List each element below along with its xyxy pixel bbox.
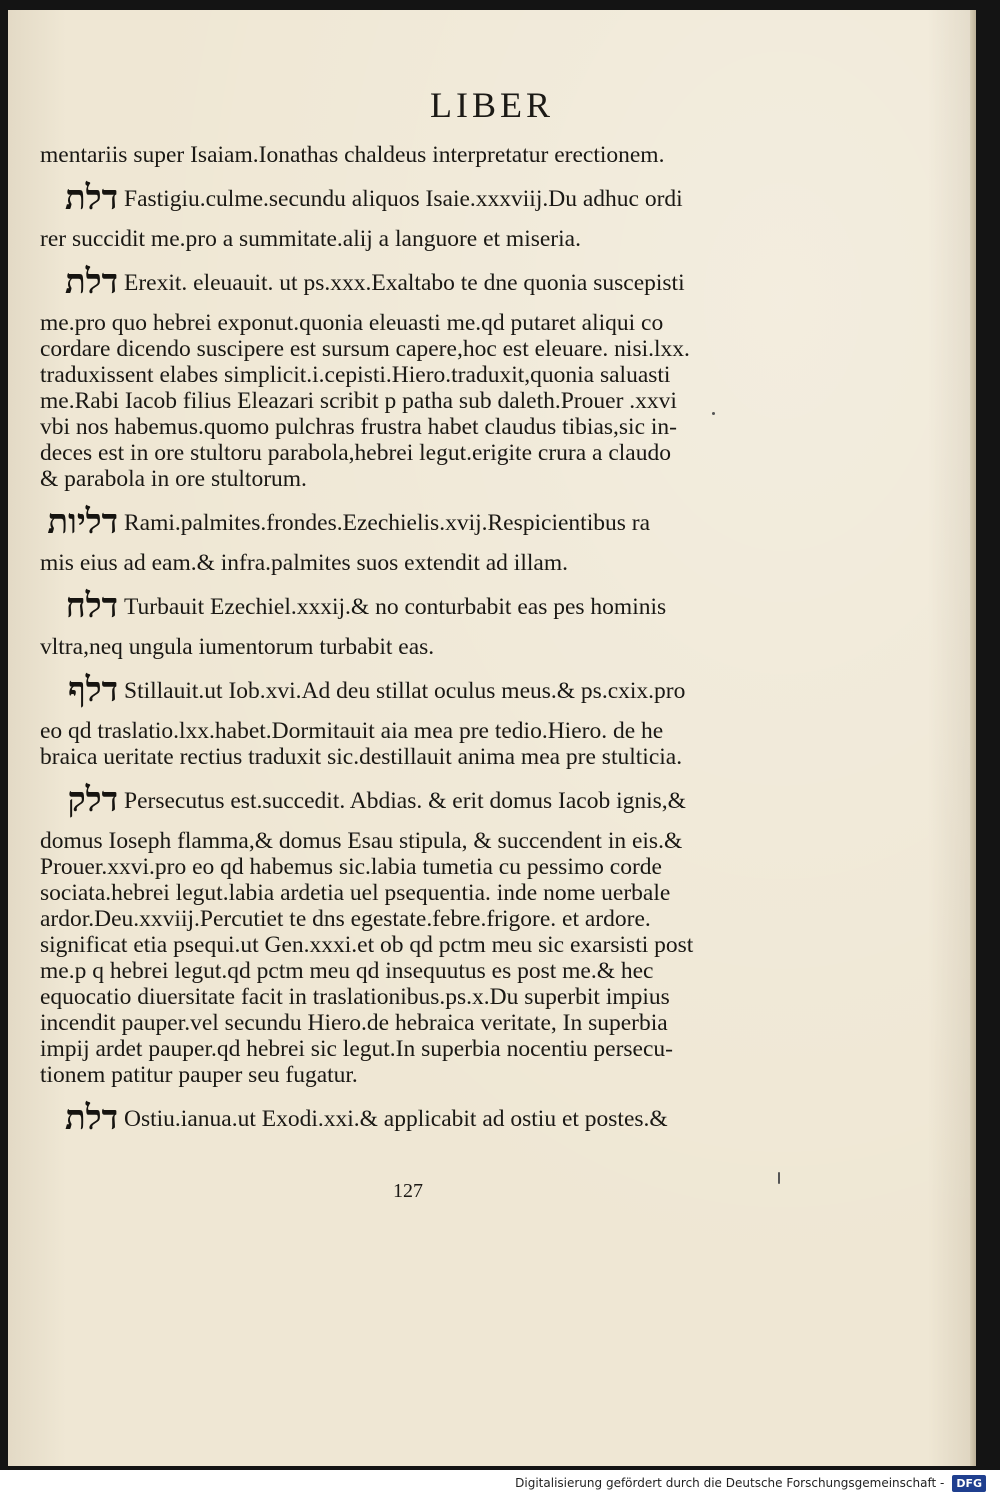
entry-line: tionem patitur pauper seu fugatur. [40, 1062, 358, 1088]
entry-first-line: Persecutus est.succedit. Abdias. & erit domus Iacob ignis,& [124, 788, 686, 814]
entry-first-line: Turbauit Ezechiel.xxxij.& no conturbabit eas pes hominis [124, 594, 667, 620]
lexicon-entry [40, 668, 720, 770]
entry-line: Prouer.xxvi.pro eo qd habemus sic.labia tumetia cu pessimo corde [40, 854, 662, 880]
entry-first-line: Stillauit.ut Iob.xvi.Ad deu stillat oculus meus.& ps.cxix.pro [124, 678, 686, 704]
ink-speck [712, 412, 715, 415]
intro-line: mentariis super Isaiam.Ionathas chaldeus interpretatur erectionem. [40, 142, 665, 168]
lexicon-entry [40, 176, 720, 252]
hebrew-headword: דליות [47, 502, 118, 542]
entry-first-line: Fastigiu.culme.secundu aliquos Isaie.xxxviij.Du adhuc ordi [124, 186, 683, 212]
running-header: LIBER [430, 85, 554, 125]
page-edge [970, 10, 976, 1466]
digitization-footer [0, 1470, 1000, 1496]
entry-line: vbi nos habemus.quomo pulchras frustra habet claudus tibias,sic in- [40, 414, 677, 440]
entry-line: cordare dicendo suscipere est sursum capere,hoc est eleuare. nisi.lxx. [40, 336, 690, 362]
entry-line: deces est in ore stultoru parabola,hebrei legut.erigite crura a claudo [40, 440, 671, 466]
funding-credit: Digitalisierung gefördert durch die Deutsche Forschungsgemeinschaft - [515, 1476, 945, 1490]
hebrew-headword: דלף [68, 670, 118, 710]
entry-first-line: Rami.palmites.frondes.Ezechielis.xvij.Respicientibus ra [124, 510, 651, 536]
entry-line: significat etia psequi.ut Gen.xxxi.et ob qd pctm meu sic exarsisti post [40, 932, 694, 958]
entry-line: mis eius ad eam.& infra.palmites suos extendit ad illam. [40, 550, 568, 576]
entry-line: incendit pauper.vel secundu Hiero.de hebraica veritate, In superbia [40, 1010, 668, 1036]
hebrew-headword: דלת [65, 1098, 118, 1138]
entry-first-line: Ostiu.ianua.ut Exodi.xxi.& applicabit ad ostiu et postes.& [124, 1106, 668, 1132]
hebrew-headword: דלח [65, 586, 118, 626]
entry-line: equocatio diuersitate facit in traslationibus.ps.x.Du superbit impius [40, 984, 670, 1010]
entry-line: rer succidit me.pro a summitate.alij a languore et miseria. [40, 226, 581, 252]
hebrew-headword: דלת [65, 178, 118, 218]
lexicon-entry [40, 260, 720, 492]
entry-line: eo qd traslatio.lxx.habet.Dormitauit aia mea pre tedio.Hiero. de he [40, 718, 664, 744]
ink-speck [778, 1172, 780, 1184]
entry-line: me.Rabi Iacob filius Eleazari scribit p patha sub daleth.Prouer .xxvi [40, 388, 677, 414]
hebrew-headword: דלק [67, 780, 118, 820]
lexicon-entry [40, 778, 720, 1088]
entry-line: traduxissent elabes simplicit.i.cepisti.Hiero.traduxit,quonia saluasti [40, 362, 671, 388]
entry-line: & parabola in ore stultorum. [40, 466, 307, 492]
dfg-logo: DFG [952, 1475, 986, 1492]
entry-first-line: Erexit. eleuauit. ut ps.xxx.Exaltabo te dne quonia suscepisti [124, 270, 685, 296]
entry-line: vltra,neq ungula iumentorum turbabit eas. [40, 634, 435, 660]
entry-line: me.pro quo hebrei exponut.quonia eleuasti me.qd putaret aliqui co [40, 310, 664, 336]
lexicon-entry [40, 500, 720, 576]
entry-line: domus Ioseph flamma,& domus Esau stipula, & succendent in eis.& [40, 828, 683, 854]
hebrew-headword: דלת [65, 262, 118, 302]
entry-line: ardor.Deu.xxviij.Percutiet te dns egestate.febre.frigore. et ardore. [40, 906, 651, 932]
entry-line: me.p q hebrei legut.qd pctm meu qd insequutus es post me.& hec [40, 958, 654, 984]
book-page [8, 10, 976, 1466]
entry-line: impij ardet pauper.qd hebrei sic legut.In superbia nocentiu persecu- [40, 1036, 673, 1062]
lexicon-entry [40, 1096, 720, 1136]
entry-line: sociata.hebrei legut.labia ardetia uel psequentia. inde nome uerbale [40, 880, 671, 906]
lexicon-entry [40, 584, 720, 660]
page-number: 127 [393, 1180, 423, 1202]
entry-line: braica ueritate rectius traduxit sic.destillauit anima mea pre stulticia. [40, 744, 683, 770]
main-text [40, 142, 720, 1136]
